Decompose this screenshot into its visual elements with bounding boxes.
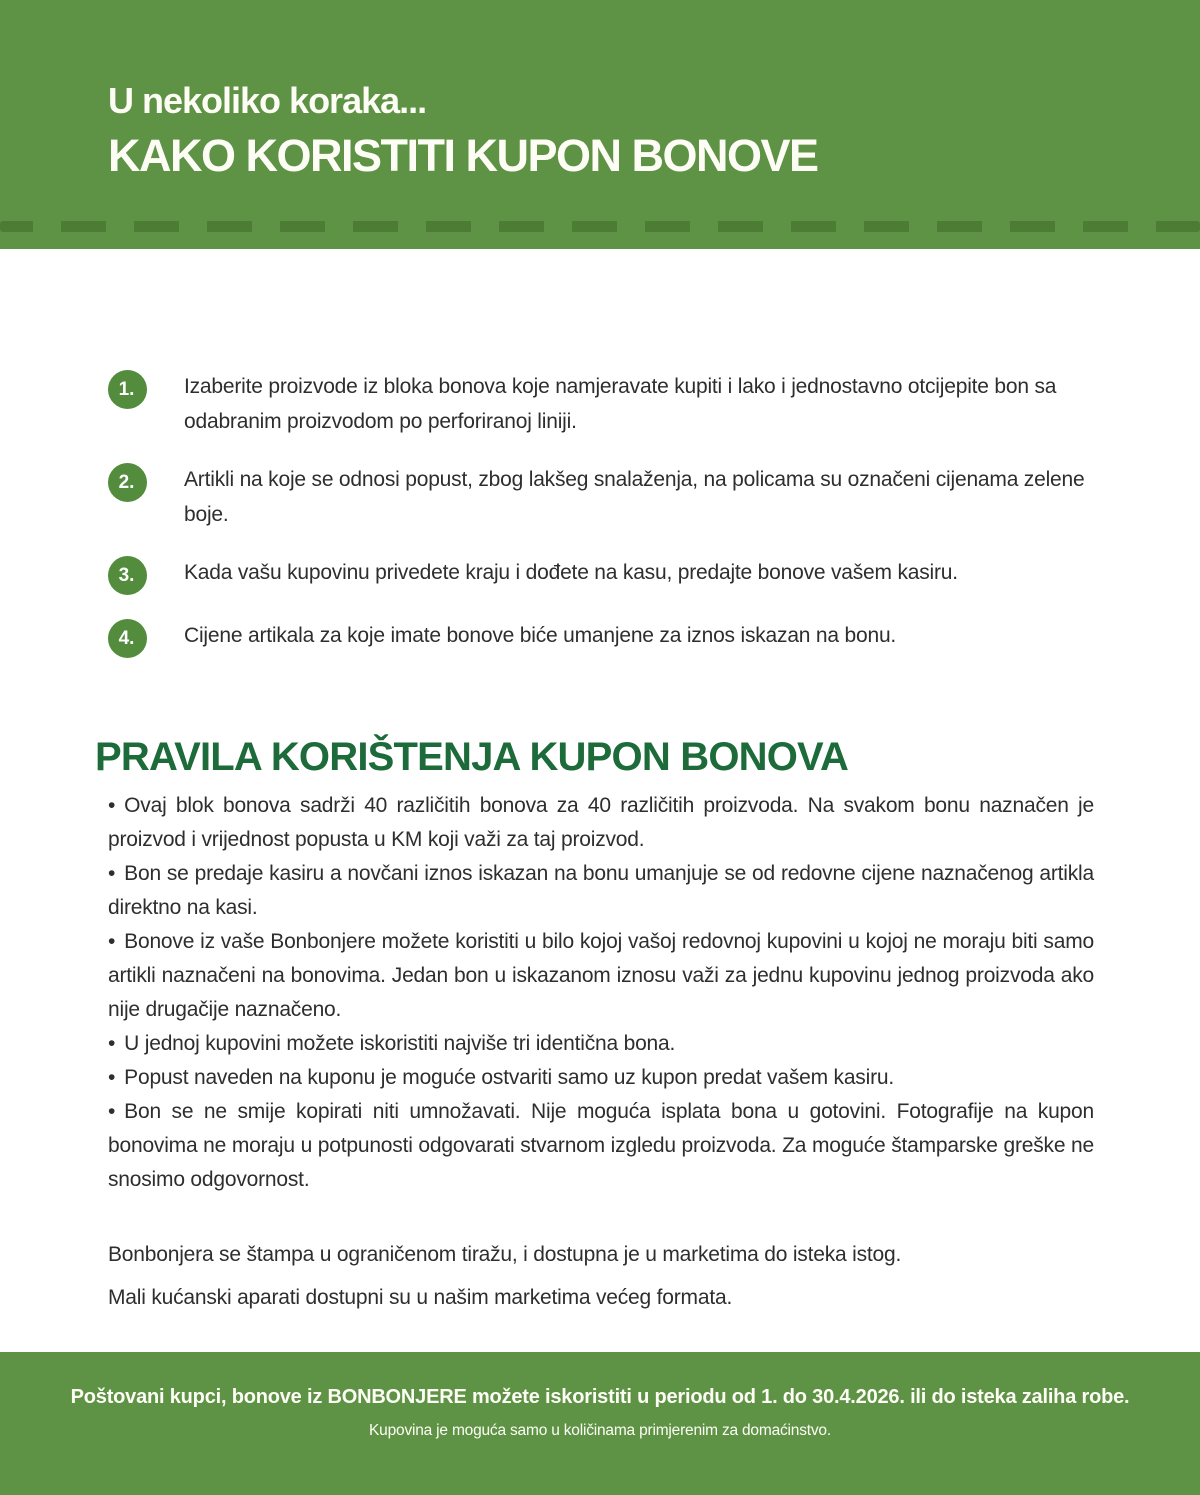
step-item-2 [108, 462, 1094, 532]
rule-item-6 [108, 1095, 1094, 1197]
perforation-dashes-icon [0, 221, 1200, 232]
step-item-4 [108, 618, 1094, 658]
step-text: Izaberite proizvode iz bloka bonova koje namjeravate kupiti i lako i jednostavno otcijepite bon sa odabranim proizvodom po perforiranoj liniji. [184, 375, 1057, 433]
rule-text: Bonove iz vaše Bonbonjere možete koristiti u bilo kojoj vašoj redovnoj kupovini u kojoj ne moraju biti samo artikli naznačeni na bonovima. Jedan bon u iskazanom iznosu važi za jednu kupovinu jednog proizvoda ako nije drugačije naznačeno. [108, 930, 1094, 1021]
bullet-marker: • [108, 1032, 116, 1055]
rule-item-4 [108, 1027, 1094, 1061]
step-number-badge: 4. [108, 619, 147, 658]
footer-quantity-text: Kupovina je moguća samo u količinama primjerenim za domaćinstvo. [369, 1422, 831, 1439]
bullet-marker: • [108, 930, 116, 953]
step-number-badge: 1. [108, 370, 147, 409]
rule-item-3 [108, 925, 1094, 1027]
step-text: Cijene artikala za koje imate bonove biće umanjene za iznos iskazan na bonu. [184, 624, 897, 647]
rules-list [108, 789, 1094, 1197]
header-band [0, 0, 1200, 249]
rule-text: U jednoj kupovini možete iskoristiti najviše tri identična bona. [124, 1032, 676, 1055]
page-title: KAKO KORISTITI KUPON BONOVE [108, 130, 818, 181]
footer-band [0, 1352, 1200, 1495]
rule-text: Ovaj blok bonova sadrži 40 različitih bonova za 40 različitih proizvoda. Na svakom bonu naznačen je proizvod i vrijednost popusta u KM koji važi za taj proizvod. [108, 794, 1094, 851]
step-number-badge: 2. [108, 463, 147, 502]
rule-item-5 [108, 1061, 1094, 1095]
rules-section-heading: PRAVILA KORIŠTENJA KUPON BONOVA [95, 735, 849, 779]
steps-list [108, 369, 1094, 681]
bullet-marker: • [108, 794, 116, 817]
rule-text: Bon se ne smije kopirati niti umnožavati. Nije moguća isplata bona u gotovini. Fotografije na kupon bonovima ne moraju u potpunosti odgovarati stvarnom izgledu proizvoda. Za moguće štamparske greške ne snosimo odgovornost. [108, 1100, 1094, 1191]
step-number-badge: 3. [108, 556, 147, 595]
note-paragraph-aparati: Mali kućanski aparati dostupni su u našim marketima većeg formata. [108, 1286, 733, 1309]
rule-item-1 [108, 789, 1094, 857]
header-subtitle: U nekoliko koraka... [108, 80, 427, 121]
bullet-marker: • [108, 862, 116, 885]
bullet-marker: • [108, 1066, 116, 1089]
step-item-1 [108, 369, 1094, 439]
step-text: Kada vašu kupovinu privedete kraju i dođete na kasu, predajte bonove vašem kasiru. [184, 561, 958, 584]
bullet-marker: • [108, 1100, 116, 1123]
note-paragraph-tiraz: Bonbonjera se štampa u ograničenom tiražu, i dostupna je u marketima do isteka istog. [108, 1243, 902, 1266]
rule-text: Popust naveden na kuponu je moguće ostvariti samo uz kupon predat vašem kasiru. [124, 1066, 894, 1089]
rule-item-2 [108, 857, 1094, 925]
rule-text: Bon se predaje kasiru a novčani iznos iskazan na bonu umanjuje se od redovne cijene naznačenog artikla direktno na kasi. [108, 862, 1094, 919]
step-item-3 [108, 555, 1094, 595]
footer-validity-text: Poštovani kupci, bonove iz BONBONJERE možete iskoristiti u periodu od 1. do 30.4.2026. ili do isteka zaliha robe. [70, 1386, 1130, 1408]
step-text: Artikli na koje se odnosi popust, zbog lakšeg snalaženja, na policama su označeni cijenama zelene boje. [184, 468, 1085, 526]
